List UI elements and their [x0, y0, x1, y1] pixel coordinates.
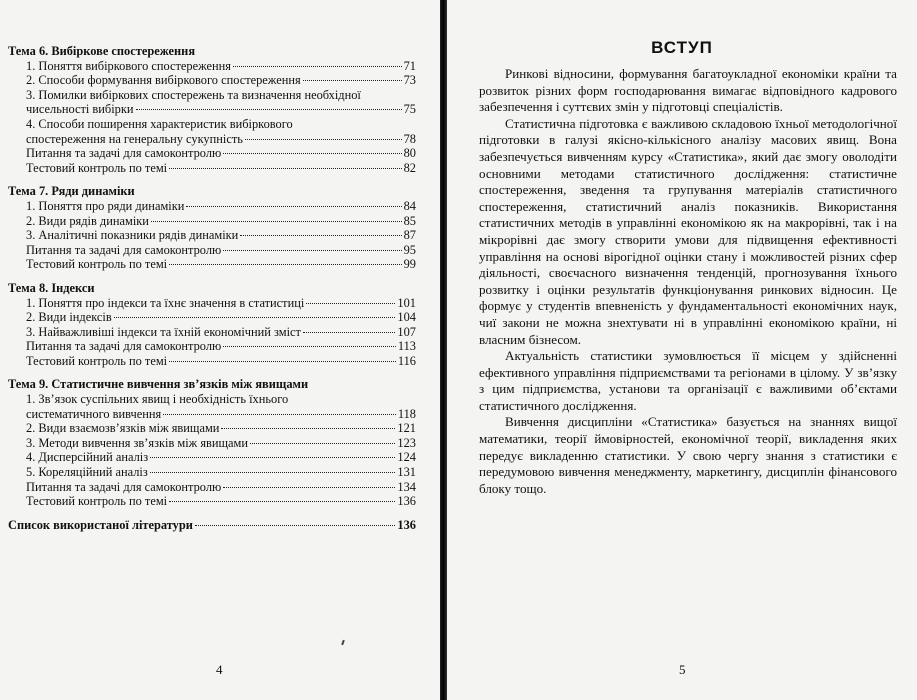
toc-entry: 3. Помилки вибіркових спостережень та визначення необхідної чисельності вибірки 75 [26, 87, 416, 117]
table-of-contents [0, 44, 430, 532]
toc-entry: 1. Поняття про індекси та їхнє значення в статистиці 101 [26, 295, 416, 310]
page-ref: 118 [397, 406, 416, 421]
topic-title: Тема 8. Індекси [8, 280, 95, 295]
paragraph: Ринкові відносини, формування багатоукладної економіки країни та розвиток різних форм господарювання вимагає відповідного кадрового забезпечення і суттєвих змін у підготовці спеціалістів. [479, 66, 897, 115]
page-ref: 121 [397, 421, 416, 436]
topic-title: Тема 7. Ряди динаміки [8, 184, 135, 199]
paragraph: Актуальність статистики зумовлюється її місцем у здійсненні ефективного управління підприємствами та регіонами в цілому. У зв’язку з цим підприємства, установи та організації є важливими об’єктами статистичного дослідження. [479, 348, 897, 413]
page-ref: 107 [397, 324, 416, 339]
page-ref: 116 [397, 353, 416, 368]
page-ref: 99 [403, 257, 416, 272]
toc-entry: 1. Поняття про ряди динаміки 84 [26, 198, 416, 213]
toc-topic-7 [0, 184, 430, 272]
toc-entry: Тестовий контроль по темі 99 [26, 257, 416, 272]
page-ref: 87 [403, 228, 416, 243]
left-page [0, 0, 440, 700]
toc-entry: 3. Аналітичні показники рядів динаміки 87 [26, 228, 416, 243]
intro-text [479, 66, 897, 497]
toc-literature: Список використаної літератури 136 [8, 517, 416, 532]
page-ref: 134 [397, 479, 416, 494]
page-number: 5 [679, 662, 686, 677]
toc-topic-6 [0, 44, 430, 175]
page-ref: 136 [397, 517, 416, 532]
toc-entry: 2. Види рядів динаміки 85 [26, 213, 416, 228]
page-ref: 101 [397, 295, 416, 310]
page-ref: 131 [397, 465, 416, 480]
toc-entry: Тестовий контроль по темі 116 [26, 353, 416, 368]
print-speck [341, 640, 345, 645]
toc-topic-8 [0, 281, 430, 369]
toc-entry: 5. Кореляційний аналіз 131 [26, 465, 416, 480]
page-ref: 84 [403, 198, 416, 213]
right-page [447, 0, 917, 700]
toc-entry: Питання та задачі для самоконтролю 95 [26, 242, 416, 257]
toc-entry: 3. Найважливіші індекси та їхній економічний зміст 107 [26, 324, 416, 339]
page-ref: 85 [403, 213, 416, 228]
toc-entry: 4. Дисперсійний аналіз 124 [26, 450, 416, 465]
toc-entry: Питання та задачі для самоконтролю 134 [26, 479, 416, 494]
toc-entry: 2. Способи формування вибіркового спостереження 73 [26, 73, 416, 88]
toc-entry: 2. Види індексів 104 [26, 310, 416, 325]
page-ref: 123 [397, 435, 416, 450]
page-ref: 124 [397, 450, 416, 465]
toc-entry: Тестовий контроль по темі 136 [26, 494, 416, 509]
book-spine [440, 0, 447, 700]
toc-entry: 3. Методи вивчення зв’язків між явищами 123 [26, 435, 416, 450]
topic-title: Тема 9. Статистичне вивчення зв’язків між явищами [8, 377, 309, 392]
toc-entry: Питання та задачі для самоконтролю 113 [26, 339, 416, 354]
page-ref: 80 [403, 146, 416, 161]
page-ref: 113 [397, 339, 416, 354]
toc-entry: 2. Види взаємозв’язків між явищами 121 [26, 421, 416, 436]
toc-entry: Питання та задачі для самоконтролю 80 [26, 146, 416, 161]
page-ref: 82 [403, 160, 416, 175]
toc-entry: 4. Способи поширення характеристик вибіркового спостереження на генеральну сукупність 78 [26, 116, 416, 146]
section-heading: ВСТУП [651, 38, 713, 57]
page-ref: 104 [397, 310, 416, 325]
topic-title: Тема 6. Вибіркове спостереження [8, 44, 196, 58]
page-ref: 78 [403, 131, 416, 146]
page-ref: 136 [397, 494, 416, 509]
page-ref: 73 [403, 73, 416, 88]
page-ref: 75 [403, 102, 416, 117]
paragraph: Статистична підготовка є важливою складовою їхньої методологічної підготовки в галузі якісно-кількісного аналізу масових явищ. Вона забезпечується вивченням курсу «Статистика», який дає змогу оволодіти основними методами статистичного дослідження: статистичне спостереження, зведення та групування матеріалів статистичного спостереження, статистичний аналіз показників. Використання статистичних методів в управлінні економікою як на макрорівні, так і на мікрорівні дає змогу створити умови для підвищення ефективності управління на основі вірогідної оцінки стану і можливостей різних сфер діяльності, своєчасного визначення тенденцій, прогнозування їхнього розвитку і оцінки результатів функціонування ринкових відносин. Це формує у студентів впевненість у фундаментальності економічних наук, чиї закони не можна знехтувати ні в управлінні економікою країни, ні власним бізнесом. [479, 115, 897, 347]
toc-topic-9 [0, 377, 430, 508]
page-ref: 71 [403, 58, 416, 73]
toc-entry: Тестовий контроль по темі 82 [26, 160, 416, 175]
page-number: 4 [216, 662, 223, 677]
toc-entry: 1. Поняття вибіркового спостереження 71 [26, 58, 416, 73]
page-ref: 95 [403, 242, 416, 257]
paragraph: Вивчення дисципліни «Статистика» базується на знаннях вищої математики, теорії ймовірностей, економічної теорії, викладення яких передує викладенню статистики. У свою чергу знання з статистики є передумовою вивчення менеджменту, маркетингу, дисциплін фінансового блоку тощо. [479, 414, 897, 496]
toc-entry: 1. Зв’язок суспільних явищ і необхідність їхнього систематичного вивчення 118 [26, 392, 416, 421]
